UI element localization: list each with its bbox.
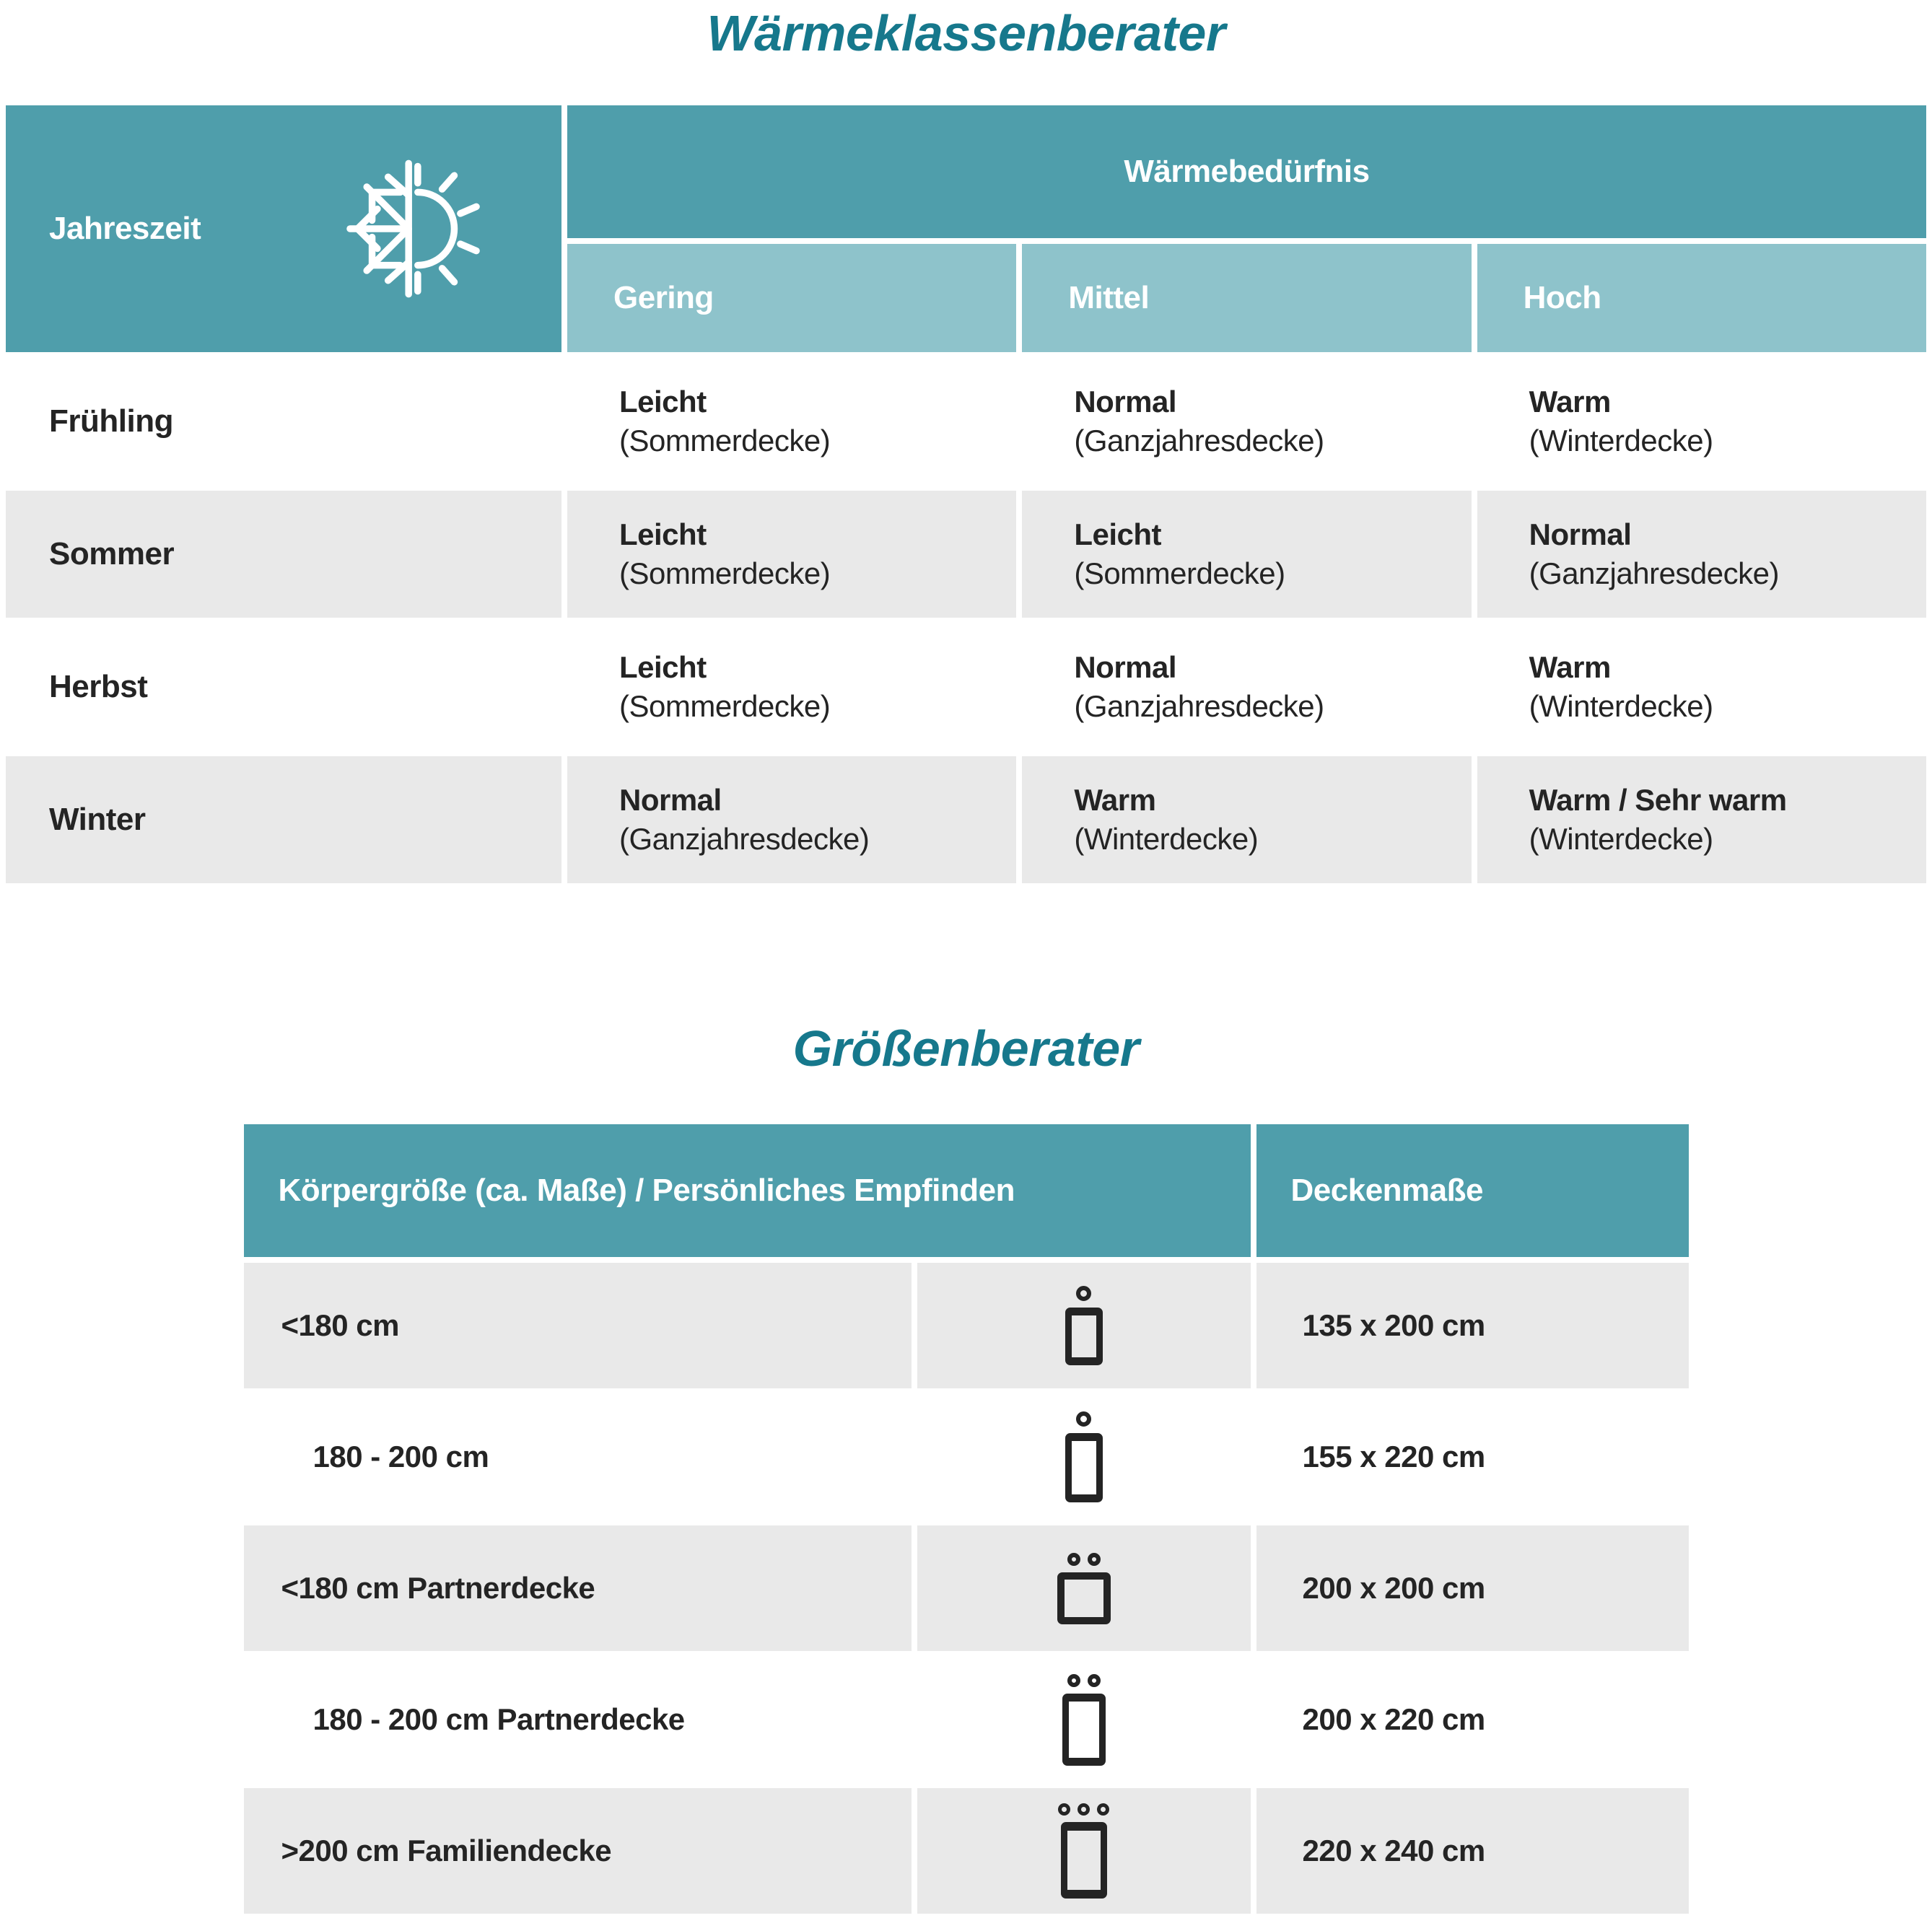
- duvet-3-person-icon: [917, 1788, 1251, 1914]
- duvet-type-label: (Sommerdecke): [1074, 556, 1285, 590]
- season-label-sommer: Sommer: [6, 491, 561, 618]
- size-row-5-value: 220 x 240 cm: [1256, 1788, 1689, 1914]
- size-row-2-label: 180 - 200 cm: [244, 1394, 912, 1520]
- warmth-class-label: Warm / Sehr warm: [1529, 783, 1787, 817]
- season-label-fruehling: Frühling: [6, 358, 561, 485]
- duvet-type-label: (Ganzjahresdecke): [1074, 424, 1324, 457]
- duvet-shape: [1057, 1572, 1111, 1624]
- warmth-cell-sommer-mittel: [1022, 491, 1471, 618]
- level-header-gering: Gering: [567, 244, 1016, 352]
- warmth-table-title: Wärmeklassenberater: [707, 5, 1225, 61]
- head-dot: [1067, 1553, 1080, 1566]
- duvet-size-header-cell: [1256, 1124, 1689, 1257]
- head-dot: [1076, 1411, 1091, 1427]
- head-dot: [1058, 1803, 1070, 1816]
- warmth-cell-herbst-gering: [567, 623, 1016, 750]
- duvet-shape: [1065, 1433, 1103, 1502]
- warmth-class-label: Leicht: [1074, 517, 1162, 551]
- size-table-title: Größenberater: [792, 1020, 1140, 1077]
- duvet-type-label: (Ganzjahresdecke): [1074, 689, 1324, 723]
- warmth-cell-sommer-hoch: [1477, 491, 1926, 618]
- duvet-type-label: (Sommerdecke): [619, 424, 831, 457]
- head-dot: [1078, 1803, 1090, 1816]
- warmth-table: [6, 105, 1926, 883]
- size-row-3-value: 200 x 200 cm: [1256, 1525, 1689, 1651]
- season-label-winter: Winter: [6, 756, 561, 883]
- warmth-need-header-label: Wärmebedürfnis: [1124, 154, 1370, 189]
- size-row-4-value: 200 x 220 cm: [1256, 1657, 1689, 1782]
- season-header-label: Jahreszeit: [49, 211, 201, 246]
- head-dot: [1088, 1553, 1101, 1566]
- warmth-need-header-cell: [567, 105, 1926, 238]
- warmth-class-label: Normal: [619, 783, 722, 817]
- duvet-2-person-icon: [917, 1525, 1251, 1651]
- warmth-cell-fruehling-gering: [567, 358, 1016, 485]
- duvet-shape: [1061, 1822, 1107, 1899]
- duvet-shape: [1062, 1694, 1106, 1766]
- duvet-1-person-icon: [917, 1263, 1251, 1388]
- warmth-class-label: Leicht: [619, 517, 707, 551]
- body-size-header-cell: [244, 1124, 1251, 1257]
- warmth-cell-herbst-mittel: [1022, 623, 1471, 750]
- warmth-cell-winter-mittel: [1022, 756, 1471, 883]
- level-header-hoch: Hoch: [1477, 244, 1926, 352]
- warmth-class-label: Leicht: [619, 650, 707, 684]
- head-dot: [1097, 1803, 1109, 1816]
- person-head-dots: [1076, 1286, 1091, 1301]
- snowflake-sun-icon: [336, 152, 504, 305]
- warmth-class-label: Warm: [1074, 783, 1156, 817]
- size-row-3-label: <180 cm Partnerdecke: [244, 1525, 912, 1651]
- duvet-type-label: (Ganzjahresdecke): [1529, 556, 1779, 590]
- size-row-4-label: 180 - 200 cm Partnerdecke: [244, 1657, 912, 1782]
- warmth-cell-fruehling-hoch: [1477, 358, 1926, 485]
- duvet-type-label: (Sommerdecke): [619, 556, 831, 590]
- body-size-header-label: Körpergröße (ca. Maße) / Persönliches Empfinden: [278, 1173, 1015, 1208]
- person-head-dots: [1076, 1411, 1091, 1427]
- duvet-type-label: (Winterdecke): [1529, 689, 1713, 723]
- warmth-cell-winter-gering: [567, 756, 1016, 883]
- warmth-cell-fruehling-mittel: [1022, 358, 1471, 485]
- size-table: [244, 1124, 1689, 1914]
- duvet-type-label: (Winterdecke): [1074, 822, 1259, 856]
- size-row-1-label: <180 cm: [244, 1263, 912, 1388]
- head-dot: [1067, 1674, 1080, 1687]
- warmth-cell-winter-hoch: [1477, 756, 1926, 883]
- duvet-shape: [1065, 1308, 1103, 1365]
- size-row-5-label: >200 cm Familiendecke: [244, 1788, 912, 1914]
- person-head-dots: [1067, 1553, 1101, 1566]
- person-head-dots: [1067, 1674, 1101, 1687]
- person-head-dots: [1058, 1803, 1109, 1816]
- head-dot: [1076, 1286, 1091, 1301]
- duvet-type-label: (Winterdecke): [1529, 424, 1713, 457]
- warmth-cell-herbst-hoch: [1477, 623, 1926, 750]
- warmth-class-label: Leicht: [619, 385, 707, 419]
- duvet-1-person-tall-icon: [917, 1394, 1251, 1520]
- level-header-mittel: Mittel: [1022, 244, 1471, 352]
- head-dot: [1088, 1674, 1101, 1687]
- size-row-2-value: 155 x 220 cm: [1256, 1394, 1689, 1520]
- duvet-2-person-tall-icon: [917, 1657, 1251, 1782]
- warmth-class-label: Normal: [1074, 385, 1177, 419]
- duvet-type-label: (Ganzjahresdecke): [619, 822, 870, 856]
- warmth-class-label: Normal: [1074, 650, 1177, 684]
- duvet-type-label: (Winterdecke): [1529, 822, 1713, 856]
- size-row-1-value: 135 x 200 cm: [1256, 1263, 1689, 1388]
- warmth-class-label: Warm: [1529, 385, 1611, 419]
- duvet-type-label: (Sommerdecke): [619, 689, 831, 723]
- season-header-cell: [6, 105, 561, 352]
- season-label-herbst: Herbst: [6, 623, 561, 750]
- warmth-class-label: Warm: [1529, 650, 1611, 684]
- warmth-cell-sommer-gering: [567, 491, 1016, 618]
- duvet-size-header-label: Deckenmaße: [1290, 1173, 1483, 1208]
- warmth-class-label: Normal: [1529, 517, 1632, 551]
